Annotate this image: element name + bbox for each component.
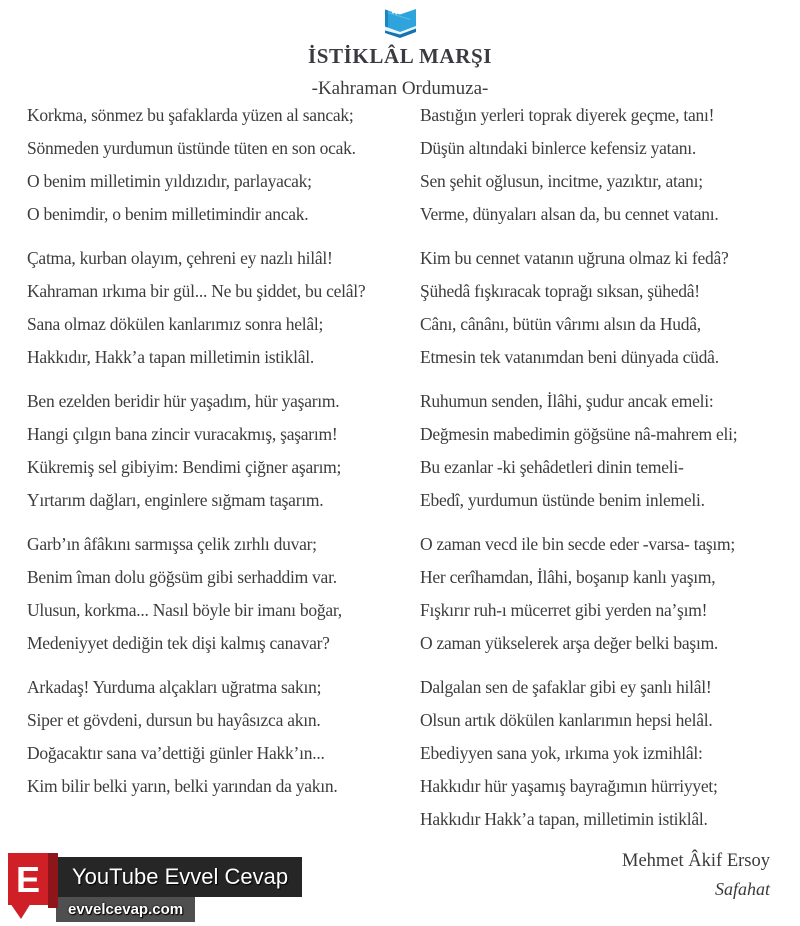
page-subtitle: -Kahraman Ordumuza- [311, 78, 489, 99]
poem-line: Ben ezelden beridir hür yaşadım, hür yaşarım. [27, 391, 340, 411]
poem-line: Siper et gövdeni, dursun bu hayâsızca akın. [27, 710, 321, 730]
poem-line: Korkma, sönmez bu şafaklarda yüzen al sancak; [27, 105, 354, 125]
poem-line: Ebediyyen sana yok, ırkıma yok izmihlâl: [420, 743, 703, 763]
poem-line: Cânı, cânânı, bütün vârımı alsın da Hudâ, [420, 314, 701, 334]
source-title: Safahat [714, 879, 770, 899]
poem-line: Bastığın yerleri toprak diyerek geçme, tanı! [420, 105, 715, 125]
poem-line: Sana olmaz dökülen kanlarımız sonra helâl; [27, 314, 324, 334]
poem-line: Şühedâ fışkıracak toprağı sıksan, şühedâ! [420, 281, 700, 301]
poem-stanza [420, 99, 794, 231]
watermark [8, 853, 328, 923]
poem-line: Sönmeden yurdumun üstünde tüten en son ocak. [27, 138, 356, 158]
poem-line: Kim bilir belki yarın, belki yarından da yakın. [27, 776, 338, 796]
poem-line: Verme, dünyaları alsan da, bu cennet vatanı. [420, 204, 719, 224]
poem-line: Yırtarım dağları, enginlere sığmam taşarım. [27, 490, 324, 510]
poem-stanza [420, 242, 794, 374]
poem-line: Garb’ın âfâkını sarmışsa çelik zırhlı duvar; [27, 534, 317, 554]
poem-line: Ulusun, korkma... Nasıl böyle bir imanı boğar, [27, 600, 342, 620]
page-title: İSTİKLÂL MARŞI [307, 44, 493, 68]
poem-line: Etmesin tek vatanımdan beni dünyada cüdâ. [420, 347, 719, 367]
poem-stanza [420, 671, 794, 836]
poem-line: Dalgalan sen de şafaklar gibi ey şanlı hilâl! [420, 677, 712, 697]
poem-stanza [27, 99, 420, 231]
poem-stanza [420, 385, 794, 517]
poem-line: Kim bu cennet vatanın uğruna olmaz ki fedâ? [420, 248, 729, 268]
poem-line: Düşün altındaki binlerce kefensiz yatanı. [420, 138, 696, 158]
poem-body [27, 99, 794, 847]
document-header [0, 6, 800, 100]
poem-line: Her cerîhamdan, İlâhi, boşanıp kanlı yaşım, [420, 567, 716, 587]
attribution [622, 847, 770, 903]
poem-stanza [27, 528, 420, 660]
channel-name: YouTube Evvel Cevap [56, 857, 302, 897]
poem-stanza [27, 242, 420, 374]
author-name: Mehmet Âkif Ersoy [622, 851, 770, 871]
poem-stanza [27, 671, 420, 803]
svg-text:E: E [15, 859, 41, 900]
poem-line: O benimdir, o benim milletimindir ancak. [27, 204, 309, 224]
poem-line: Bu ezanlar -ki şehâdetleri dinin temeli- [420, 457, 684, 477]
poem-line: Kükremiş sel gibiyim: Bendimi çiğner aşarım; [27, 457, 342, 477]
poem-line: Çatma, kurban olayım, çehreni ey nazlı hilâl! [27, 248, 333, 268]
poem-line: Fışkırır ruh-ı mücerret gibi yerden na’şım! [420, 600, 708, 620]
poem-column-right [420, 99, 794, 847]
poem-line: Hakkıdır hür yaşamış bayrağımın hürriyyet; [420, 776, 718, 796]
poem-line: Doğacaktır sana va’dettiği günler Hakk’ın... [27, 743, 325, 763]
poem-line: Ebedî, yurdumun üstünde benim inlemeli. [420, 490, 705, 510]
book-icon [0, 6, 800, 40]
poem-line: Arkadaş! Yurduma alçakları uğratma sakın; [27, 677, 322, 697]
poem-line: Ruhumun senden, İlâhi, şudur ancak emeli: [420, 391, 714, 411]
poem-line: Kahraman ırkıma bir gül... Ne bu şiddet, bu celâl? [27, 281, 366, 301]
website-url: evvelcevap.com [56, 897, 195, 922]
poem-line: Benim îman dolu göğsüm gibi serhaddim var. [27, 567, 337, 587]
poem-line: Olsun artık dökülen kanlarımın hepsi helâl. [420, 710, 713, 730]
poem-stanza [27, 385, 420, 517]
poem-line: O benim milletimin yıldızıdır, parlayacak; [27, 171, 312, 191]
poem-line: Hakkıdır Hakk’a tapan, milletimin istiklâl. [420, 809, 708, 829]
poem-line: O zaman yükselerek arşa değer belki başım. [420, 633, 719, 653]
poem-line: O zaman vecd ile bin secde eder -varsa- taşım; [420, 534, 736, 554]
poem-line: Sen şehit oğlusun, incitme, yazıktır, atanı; [420, 171, 703, 191]
channel-badge-icon [8, 853, 58, 921]
poem-stanza [420, 528, 794, 660]
poem-line: Medeniyyet dediğin tek dişi kalmış canavar? [27, 633, 330, 653]
poem-line: Hakkıdır, Hakk’a tapan milletimin istiklâl. [27, 347, 314, 367]
poem-line: Değmesin mabedimin göğsüne nâ-mahrem eli; [420, 424, 738, 444]
poem-column-left [27, 99, 420, 847]
poem-line: Hangi çılgın bana zincir vuracakmış, şaşarım! [27, 424, 338, 444]
